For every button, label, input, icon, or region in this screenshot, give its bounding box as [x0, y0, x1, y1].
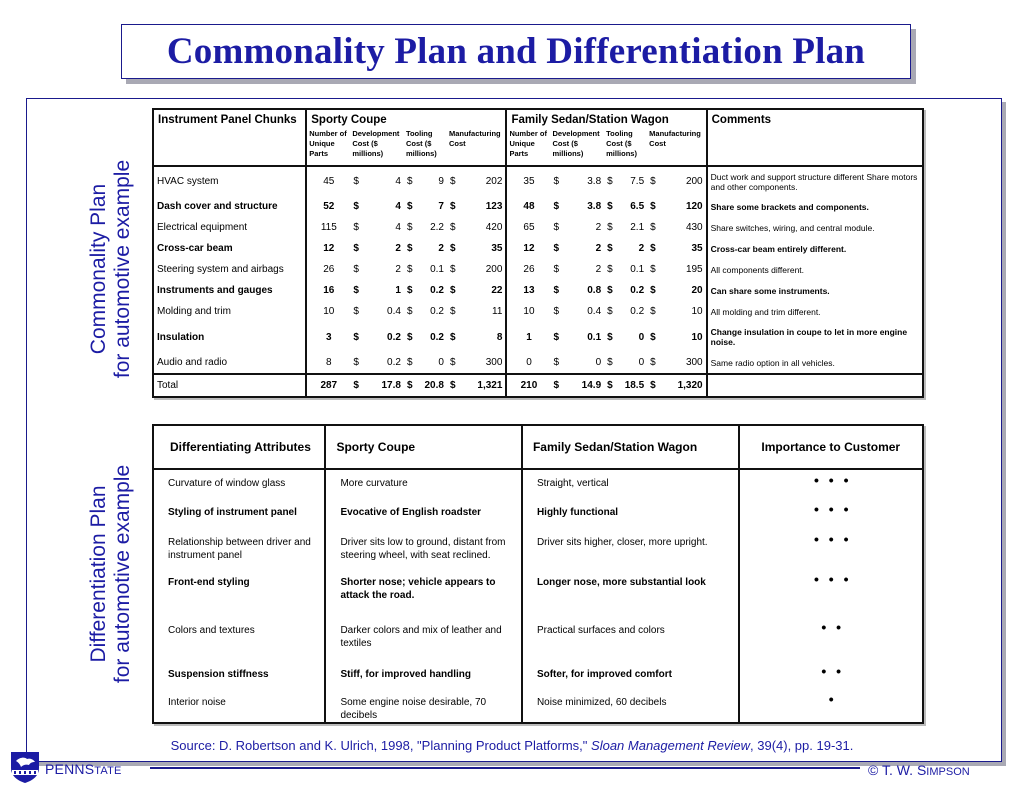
header-family-sedan: Family Sedan/Station Wagon [522, 425, 739, 469]
chunk-cell: Cross-car beam [157, 243, 233, 254]
currency-cell: $ [406, 331, 413, 343]
commonality-table [152, 108, 924, 398]
tooling-cost-cell: 0.1 [430, 264, 444, 275]
currency-cell: $ [553, 264, 560, 275]
sporty-coupe-cell: Shorter nose; vehicle appears to attack the road. [325, 569, 522, 617]
header-comments: Comments [707, 109, 923, 166]
currency-cell: $ [406, 306, 413, 317]
tooling-cost-cell: 0 [638, 331, 645, 343]
table-row [153, 196, 923, 217]
development-cost-cell: 2 [595, 243, 602, 254]
commonality-side-label [87, 144, 137, 394]
currency-cell: $ [350, 374, 364, 397]
development-cost-cell: 14.9 [564, 374, 604, 397]
header-family-sedan: Family Sedan/Station Wagon [506, 109, 706, 128]
table-row [153, 469, 923, 499]
manufacturing-cost-cell: 1,320 [661, 374, 707, 397]
development-cost-cell: 4 [395, 222, 401, 233]
sub-manufacturing-cost: Manufacturing Cost [448, 129, 501, 148]
development-cost-cell: 4 [395, 201, 401, 212]
manufacturing-cost-cell: 35 [491, 243, 503, 254]
currency-cell: $ [353, 306, 359, 317]
tooling-cost-cell: 7.5 [630, 176, 645, 187]
table-row [153, 617, 923, 661]
currency-cell: $ [406, 264, 413, 275]
development-cost-cell: 0.4 [587, 306, 602, 317]
chunk-cell: Steering system and airbags [157, 264, 284, 275]
development-cost-cell: 0.2 [387, 357, 401, 368]
currency-cell: $ [449, 264, 456, 275]
importance-cell: • • [739, 661, 924, 689]
manufacturing-cost-cell: 202 [485, 176, 503, 187]
currency-cell: $ [353, 264, 359, 275]
sporty-coupe-cell: Evocative of English roadster [325, 499, 522, 529]
development-cost-cell: 0.2 [387, 331, 401, 343]
sporty-coupe-cell: Stiff, for improved handling [325, 661, 522, 689]
currency-cell: $ [406, 243, 413, 254]
total-row [153, 374, 923, 397]
currency-cell: $ [449, 222, 456, 233]
currency-cell: $ [650, 331, 656, 343]
chunk-cell: Audio and radio [157, 357, 228, 368]
source-prefix: Source: D. Robertson and K. Ulrich, 1998, "Planning Product Platforms," [170, 738, 592, 753]
comment-cell: Can share some instruments. [707, 280, 923, 301]
source-citation [0, 738, 1024, 753]
table-row [153, 352, 923, 374]
table-row [153, 689, 923, 723]
attribute-cell: Suspension stiffness [168, 669, 269, 680]
attribute-cell: Relationship between driver and instrument panel [168, 537, 311, 561]
unique-parts-cell: 12 [506, 238, 550, 259]
manufacturing-cost-cell: 123 [485, 201, 503, 212]
currency-cell: $ [449, 243, 456, 254]
family-sedan-cell: Driver sits higher, closer, more upright. [522, 529, 739, 569]
tooling-cost-cell: 0 [438, 357, 444, 368]
unique-parts-cell: 8 [306, 352, 350, 374]
importance-cell: • • • [739, 569, 924, 617]
currency-cell: $ [406, 176, 413, 187]
chunk-cell: Electrical equipment [157, 222, 248, 233]
unique-parts-cell: 10 [306, 301, 350, 322]
tooling-cost-cell: 2.2 [430, 222, 444, 233]
development-cost-cell: 4 [395, 176, 401, 187]
importance-cell: • • • [739, 529, 924, 569]
sub-development-cost: Development Cost ($ millions) [352, 129, 400, 158]
differentiation-label-line1: Differentiation Plan [87, 485, 110, 663]
tooling-cost-cell: 7 [438, 201, 444, 212]
currency-cell: $ [650, 306, 656, 317]
manufacturing-cost-cell: 200 [685, 176, 703, 187]
manufacturing-cost-cell: 200 [485, 264, 503, 275]
sub-unique-parts: Number of Unique Parts [306, 128, 350, 166]
manufacturing-cost-cell: 300 [485, 357, 503, 368]
copyright: © T. W. SIMPSON [868, 762, 970, 778]
tooling-cost-cell: 0.2 [630, 285, 645, 296]
unique-parts-cell: 13 [506, 280, 550, 301]
comment-cell: Same radio option in all vehicles. [707, 352, 923, 374]
tooling-cost-cell: 0.1 [630, 264, 645, 275]
currency-cell: $ [449, 306, 456, 317]
unique-parts-cell: 52 [306, 196, 350, 217]
sporty-coupe-cell: More curvature [325, 469, 522, 499]
manufacturing-cost-cell: 120 [685, 201, 703, 212]
unique-parts-cell: 16 [306, 280, 350, 301]
currency-cell: $ [607, 306, 613, 317]
chunk-cell: Molding and trim [157, 306, 231, 317]
tooling-cost-cell: 18.5 [616, 374, 647, 397]
chunk-cell: Dash cover and structure [157, 201, 278, 212]
development-cost-cell: 2 [395, 243, 401, 254]
currency-cell: $ [607, 285, 613, 296]
header-differentiating-attributes: Differentiating Attributes [153, 425, 325, 469]
sub-tooling-cost: Tooling Cost ($ millions) [606, 129, 637, 158]
slide-title: Commonality Plan and Differentiation Plan [166, 31, 866, 72]
currency-cell: $ [449, 176, 456, 187]
sporty-coupe-cell: Darker colors and mix of leather and textiles [325, 617, 522, 661]
differentiation-side-label [87, 449, 137, 699]
table-row [153, 238, 923, 259]
currency-cell: $ [406, 222, 413, 233]
comment-cell: Change insulation in coupe to let in more engine noise. [707, 322, 923, 352]
currency-cell: $ [553, 331, 560, 343]
development-cost-cell: 0.1 [587, 331, 602, 343]
attribute-cell: Front-end styling [168, 577, 250, 588]
currency-cell: $ [553, 222, 560, 233]
development-cost-cell: 0 [595, 357, 602, 368]
attribute-cell: Interior noise [168, 697, 226, 708]
manufacturing-cost-cell: 11 [492, 306, 503, 317]
currency-cell: $ [449, 285, 456, 296]
commonality-label-line2: for automotive example [111, 159, 134, 379]
currency-cell: $ [553, 176, 560, 187]
family-sedan-cell: Highly functional [522, 499, 739, 529]
sub-tooling-cost: Tooling Cost ($ millions) [405, 129, 437, 158]
tooling-cost-cell: 9 [438, 176, 444, 187]
currency-cell: $ [607, 201, 613, 212]
currency-cell: $ [607, 222, 613, 233]
manufacturing-cost-cell: 420 [485, 222, 503, 233]
manufacturing-cost-cell: 1,321 [460, 374, 506, 397]
family-sedan-cell: Softer, for improved comfort [522, 661, 739, 689]
manufacturing-cost-cell: 8 [496, 331, 503, 343]
comment-cell: All molding and trim different. [707, 301, 923, 322]
unique-parts-cell: 12 [306, 238, 350, 259]
development-cost-cell: 0.4 [387, 306, 401, 317]
tooling-cost-cell: 0 [638, 357, 645, 368]
manufacturing-cost-cell: 35 [691, 243, 703, 254]
title-box [121, 24, 911, 79]
sporty-coupe-cell: Driver sits low to ground, distant from steering wheel, with seat reclined. [325, 529, 522, 569]
header-importance: Importance to Customer [739, 425, 924, 469]
manufacturing-cost-cell: 10 [691, 306, 703, 317]
development-cost-cell: 0.8 [587, 285, 602, 296]
tooling-cost-cell: 6.5 [630, 201, 645, 212]
table-row [153, 166, 923, 196]
currency-cell: $ [551, 374, 565, 397]
currency-cell: $ [406, 357, 413, 368]
source-journal: Sloan Management Review [591, 738, 751, 753]
currency-cell: $ [553, 306, 560, 317]
development-cost-cell: 1 [395, 285, 401, 296]
development-cost-cell: 3.8 [587, 201, 602, 212]
manufacturing-cost-cell: 20 [691, 285, 703, 296]
manufacturing-cost-cell: 10 [691, 331, 703, 343]
sub-manufacturing-cost: Manufacturing Cost [649, 129, 701, 148]
currency-cell: $ [404, 374, 416, 397]
unique-parts-cell: 115 [306, 217, 350, 238]
currency-cell: $ [553, 201, 560, 212]
unique-parts-cell: 1 [506, 322, 550, 352]
development-cost-cell: 17.8 [364, 374, 404, 397]
header-sporty-coupe: Sporty Coupe [306, 109, 506, 128]
comment-cell: Cross-car beam entirely different. [707, 238, 923, 259]
unique-parts-cell: 10 [506, 301, 550, 322]
unique-parts-cell: 26 [506, 259, 550, 280]
comment-cell: Share switches, wiring, and central module. [707, 217, 923, 238]
currency-cell: $ [553, 243, 560, 254]
currency-cell: $ [607, 243, 613, 254]
family-sedan-cell: Longer nose, more substantial look [522, 569, 739, 617]
currency-cell: $ [604, 374, 616, 397]
unique-parts-cell: 3 [306, 322, 350, 352]
currency-cell: $ [406, 201, 413, 212]
currency-cell: $ [447, 374, 460, 397]
currency-cell: $ [449, 201, 456, 212]
tooling-cost-cell: 2.1 [630, 222, 645, 233]
currency-cell: $ [353, 285, 359, 296]
differentiation-label-line2: for automotive example [111, 464, 134, 684]
footer-divider [150, 767, 860, 769]
unique-parts-cell: 26 [306, 259, 350, 280]
currency-cell: $ [650, 357, 656, 368]
manufacturing-cost-cell: 22 [491, 285, 503, 296]
currency-cell: $ [406, 285, 413, 296]
unique-parts-cell: 0 [506, 352, 550, 374]
currency-cell: $ [353, 243, 359, 254]
table-row [153, 217, 923, 238]
table-row [153, 499, 923, 529]
development-cost-cell: 2 [395, 264, 401, 275]
unique-parts-cell: 45 [306, 166, 350, 196]
currency-cell: $ [353, 357, 359, 368]
tooling-cost-cell: 2 [438, 243, 444, 254]
tooling-cost-cell: 20.8 [415, 374, 446, 397]
total-label: Total [153, 374, 306, 397]
table-row [153, 301, 923, 322]
table-row [153, 280, 923, 301]
development-cost-cell: 2 [595, 222, 602, 233]
tooling-cost-cell: 0.2 [430, 306, 444, 317]
comment-cell: Duct work and support structure different Share motors and other components. [707, 166, 923, 196]
table-row [153, 569, 923, 617]
differentiation-table [152, 424, 924, 724]
currency-cell: $ [607, 331, 613, 343]
currency-cell: $ [647, 374, 660, 397]
development-cost-cell: 2 [595, 264, 602, 275]
importance-cell: • • • [739, 499, 924, 529]
attribute-cell: Styling of instrument panel [168, 507, 297, 518]
tooling-cost-cell: 2 [638, 243, 645, 254]
header-sporty-coupe: Sporty Coupe [325, 425, 522, 469]
penn-state-shield-icon [9, 750, 41, 784]
table-row [153, 322, 923, 352]
table-row [153, 529, 923, 569]
unique-parts-cell: 287 [306, 374, 350, 397]
family-sedan-cell: Noise minimized, 60 decibels [522, 689, 739, 723]
sporty-coupe-cell: Some engine noise desirable, 70 decibels [325, 689, 522, 723]
importance-cell: • • [739, 617, 924, 661]
importance-cell: • • • [739, 469, 924, 499]
currency-cell: $ [650, 176, 656, 187]
currency-cell: $ [449, 331, 456, 343]
currency-cell: $ [553, 285, 560, 296]
header-chunks: Instrument Panel Chunks [158, 114, 297, 126]
attribute-cell: Curvature of window glass [168, 478, 286, 489]
currency-cell: $ [650, 201, 656, 212]
manufacturing-cost-cell: 430 [685, 222, 703, 233]
chunk-cell: Insulation [157, 331, 205, 343]
development-cost-cell: 3.8 [587, 176, 602, 187]
currency-cell: $ [353, 176, 359, 187]
currency-cell: $ [650, 222, 656, 233]
unique-parts-cell: 35 [506, 166, 550, 196]
currency-cell: $ [607, 176, 613, 187]
table-row [153, 661, 923, 689]
source-suffix: , 39(4), pp. 19-31. [750, 738, 854, 753]
manufacturing-cost-cell: 300 [685, 357, 703, 368]
importance-cell: • [739, 689, 924, 723]
currency-cell: $ [607, 357, 613, 368]
currency-cell: $ [553, 357, 560, 368]
tooling-cost-cell: 0.2 [430, 331, 444, 343]
tooling-cost-cell: 0.2 [630, 306, 645, 317]
tooling-cost-cell: 0.2 [430, 285, 444, 296]
unique-parts-cell: 210 [506, 374, 550, 397]
comment-cell: Share some brackets and components. [707, 196, 923, 217]
attribute-cell: Colors and textures [168, 625, 255, 636]
chunk-cell: Instruments and gauges [157, 285, 273, 296]
manufacturing-cost-cell: 195 [685, 264, 703, 275]
currency-cell: $ [650, 243, 656, 254]
penn-state-wordmark: PENNSTATE [45, 761, 122, 777]
currency-cell: $ [353, 201, 359, 212]
currency-cell: $ [353, 222, 359, 233]
currency-cell: $ [353, 331, 359, 343]
family-sedan-cell: Straight, vertical [522, 469, 739, 499]
chunk-cell: HVAC system [157, 176, 219, 187]
commonality-label-line1: Commonality Plan [87, 183, 110, 355]
currency-cell: $ [650, 285, 656, 296]
comment-cell: All components different. [707, 259, 923, 280]
currency-cell: $ [607, 264, 613, 275]
family-sedan-cell: Practical surfaces and colors [522, 617, 739, 661]
table-row [153, 259, 923, 280]
currency-cell: $ [449, 357, 456, 368]
total-comment-cell [707, 374, 923, 397]
sub-unique-parts: Number of Unique Parts [506, 128, 550, 166]
currency-cell: $ [650, 264, 656, 275]
sub-development-cost: Development Cost ($ millions) [552, 129, 600, 158]
unique-parts-cell: 48 [506, 196, 550, 217]
unique-parts-cell: 65 [506, 217, 550, 238]
